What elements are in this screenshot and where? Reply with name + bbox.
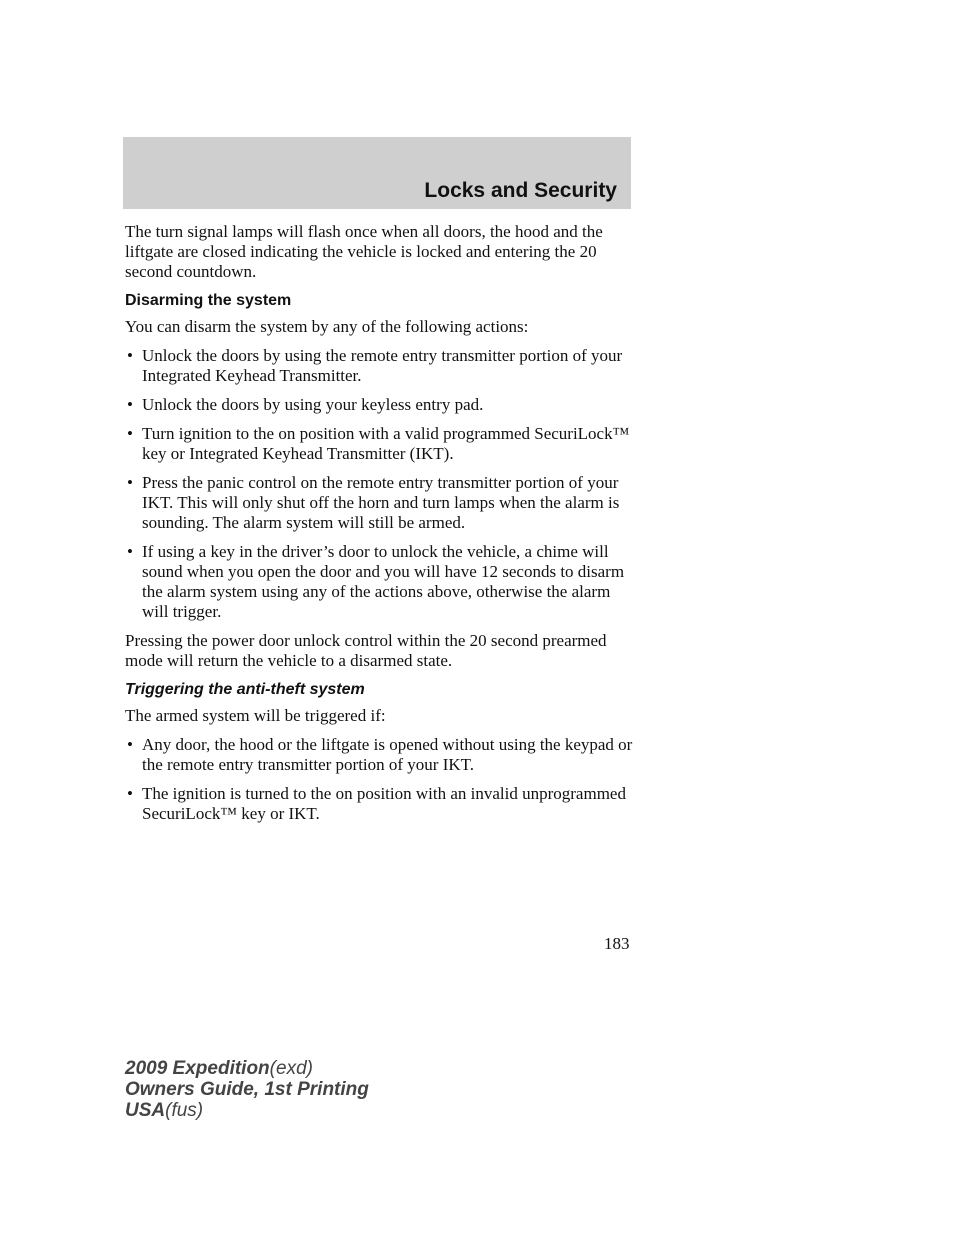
section-header-band (123, 137, 631, 209)
triggering-heading: Triggering the anti-theft system (125, 681, 365, 698)
bullet-text: Unlock the doors by using the remote entry transmitter portion of your Integrated Keyhead Transmitter. (142, 346, 623, 385)
intro-paragraph: The turn signal lamps will flash once when all doors, the hood and the liftgate are closed indicating the vehicle is locked and entering the 20 second countdown. (125, 222, 603, 281)
section-title: Locks and Security (424, 179, 617, 202)
list-item (125, 424, 640, 464)
list-item (125, 542, 640, 622)
bullet-icon: • (127, 424, 133, 443)
bullet-text: Turn ignition to the on position with a valid programmed SecuriLock™ key or Integrated Keyhead Transmitter (IKT). (142, 424, 630, 463)
print-footer (125, 1058, 369, 1121)
bullet-icon: • (127, 346, 133, 365)
disarming-lead: You can disarm the system by any of the following actions: (125, 317, 529, 336)
bullet-text: The ignition is turned to the on position with an invalid unprogrammed SecuriLock™ key or IKT. (142, 784, 626, 823)
footer-line-3 (125, 1100, 369, 1121)
page-content (125, 222, 640, 833)
bullet-icon: • (127, 735, 133, 754)
list-item (125, 784, 640, 824)
footer-line-2 (125, 1079, 369, 1100)
footer-region: USA (125, 1100, 166, 1121)
page-number: 183 (604, 934, 630, 953)
bullet-text: Unlock the doors by using your keyless entry pad. (142, 395, 484, 414)
bullet-icon: • (127, 395, 133, 414)
list-item (125, 473, 640, 533)
list-item (125, 346, 640, 386)
triggering-bullet-list (125, 735, 640, 824)
bullet-icon: • (127, 473, 133, 492)
disarming-bullet-list (125, 346, 640, 622)
triggering-lead: The armed system will be triggered if: (125, 706, 386, 725)
footer-region-code: (fus) (165, 1100, 204, 1121)
footer-printing: Owners Guide, 1st Printing (125, 1079, 369, 1100)
list-item (125, 735, 640, 775)
list-item (125, 395, 640, 415)
footer-line-1 (125, 1058, 369, 1079)
bullet-icon: • (127, 784, 133, 803)
disarming-heading: Disarming the system (125, 292, 292, 309)
disarming-closing: Pressing the power door unlock control within the 20 second prearmed mode will return the vehicle to a disarmed state. (125, 631, 607, 670)
bullet-icon: • (127, 542, 133, 561)
footer-model-code: (exd) (269, 1058, 313, 1079)
bullet-text: Press the panic control on the remote entry transmitter portion of your IKT. This will only shut off the horn and turn lamps when the alarm is sounding. The alarm system will still be armed. (142, 473, 620, 532)
bullet-text: If using a key in the driver’s door to unlock the vehicle, a chime will sound when you open the door and you will have 12 seconds to disarm the alarm system using any of the actions above, otherwise the alarm will trigger. (142, 542, 625, 621)
bullet-text: Any door, the hood or the liftgate is opened without using the keypad or the remote entry transmitter portion of your IKT. (142, 735, 633, 774)
footer-model: 2009 Expedition (125, 1058, 270, 1079)
